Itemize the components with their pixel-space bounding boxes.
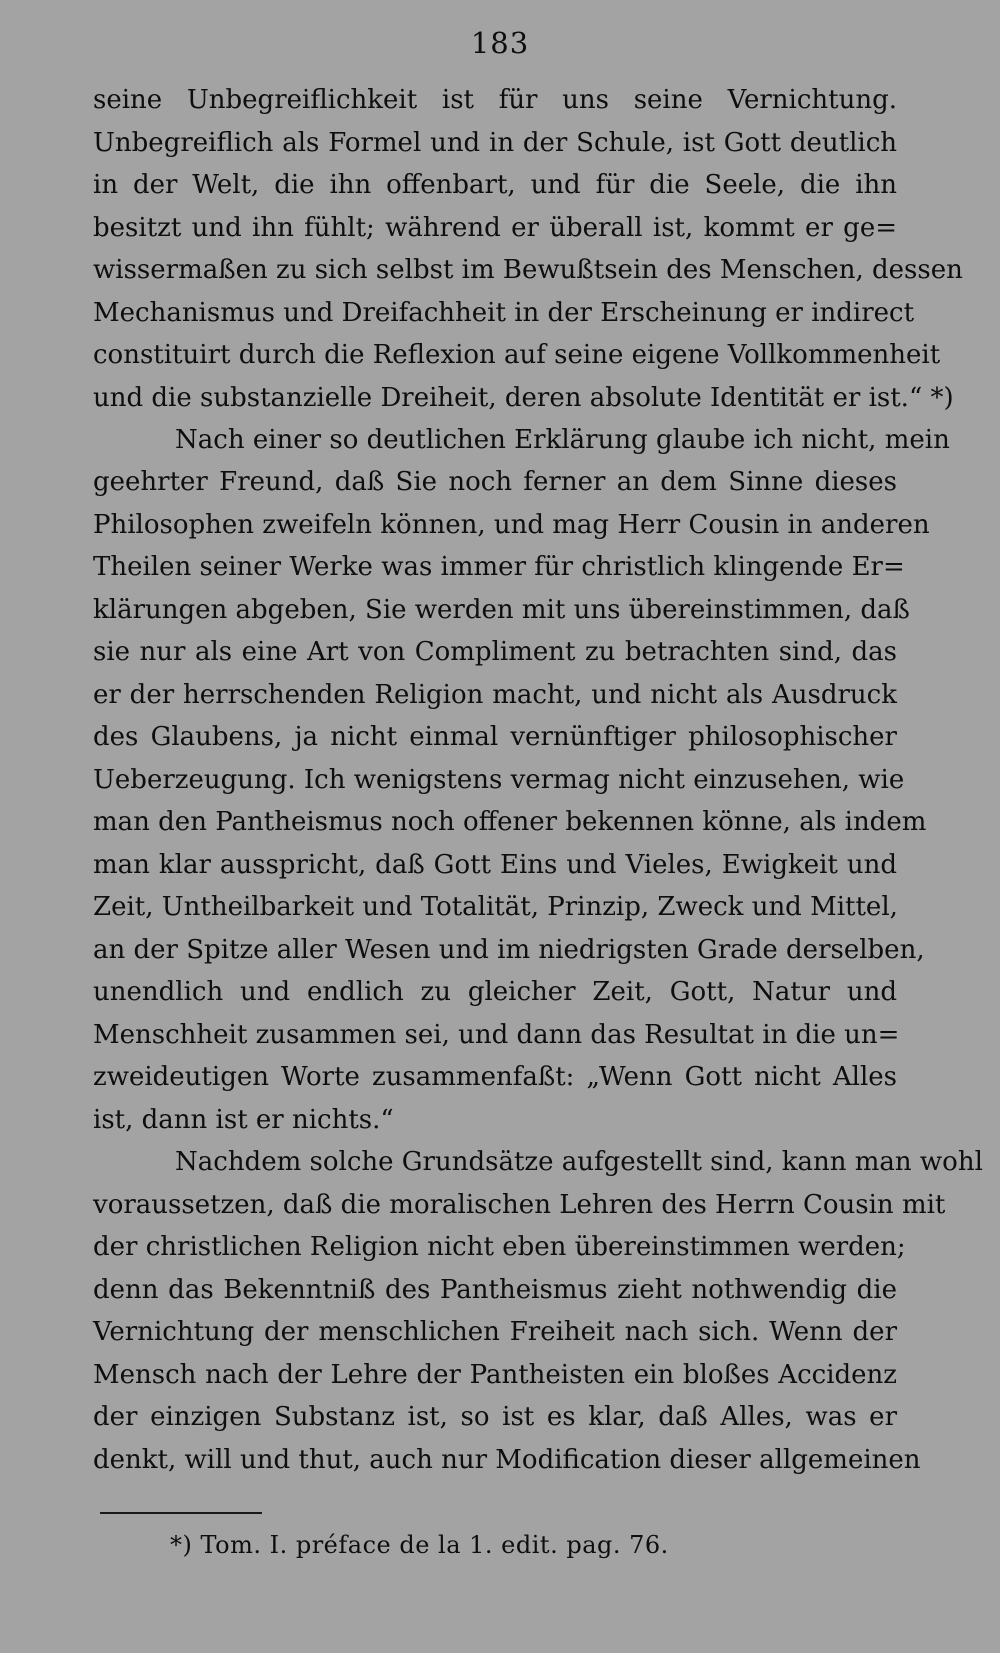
- text-line: Zeit, Untheilbarkeit und Totalität, Prinzip, Zweck und Mittel,: [93, 892, 898, 922]
- text-line: Vernichtung der menschlichen Freiheit nach sich. Wenn der: [93, 1317, 897, 1347]
- text-line: Mensch nach der Lehre der Pantheisten ein bloßes Accidenz: [93, 1360, 897, 1390]
- text-line: Philosophen zweifeln können, und mag Herr Cousin in anderen: [93, 510, 930, 540]
- text-line: constituirt durch die Reflexion auf seine eigene Vollkommenheit: [93, 340, 941, 370]
- paragraph-start-line: Nachdem solche Grundsätze aufgestellt sind, kann man wohl: [175, 1147, 983, 1177]
- footnote-divider: [100, 1512, 262, 1514]
- text-line: Mechanismus und Dreifachheit in der Erscheinung er indirect: [93, 298, 915, 328]
- paragraph-start-line: Nach einer so deutlichen Erklärung glaube ich nicht, mein: [175, 425, 950, 455]
- text-line: Unbegreiflich als Formel und in der Schule, ist Gott deutlich: [93, 128, 897, 158]
- text-line: Theilen seiner Werke was immer für christlich klingende Er=: [93, 552, 905, 582]
- text-line: ist, dann ist er nichts.“: [93, 1105, 394, 1135]
- text-line: klärungen abgeben, Sie werden mit uns übereinstimmen, daß: [93, 595, 910, 625]
- footnote: *) Tom. I. préface de la 1. edit. pag. 76.: [170, 1531, 669, 1559]
- text-line: sie nur als eine Art von Compliment zu betrachten sind, das: [93, 637, 897, 667]
- text-line: Menschheit zusammen sei, und dann das Resultat in die un=: [93, 1020, 900, 1050]
- text-line: Ueberzeugung. Ich wenigstens vermag nicht einzusehen, wie: [93, 765, 905, 795]
- text-line: unendlich und endlich zu gleicher Zeit, Gott, Natur und: [93, 977, 897, 1007]
- page-number: 183: [470, 26, 530, 60]
- text-line: des Glaubens, ja nicht einmal vernünftiger philosophischer: [93, 722, 897, 752]
- text-line: seine Unbegreiflichkeit ist für uns seine Vernichtung.: [93, 85, 897, 115]
- text-line: der christlichen Religion nicht eben übereinstimmen werden;: [93, 1232, 906, 1262]
- text-line: wissermaßen zu sich selbst im Bewußtsein des Menschen, dessen: [93, 255, 963, 285]
- text-line: und die substanzielle Dreiheit, deren absolute Identität er ist.“ *): [93, 383, 954, 413]
- text-line: voraussetzen, daß die moralischen Lehren des Herrn Cousin mit: [93, 1190, 946, 1220]
- text-line: zweideutigen Worte zusammenfaßt: „Wenn Gott nicht Alles: [93, 1062, 897, 1092]
- text-line: besitzt und ihn fühlt; während er überall ist, kommt er ge=: [93, 213, 897, 243]
- text-line: in der Welt, die ihn offenbart, und für die Seele, die ihn: [93, 170, 897, 200]
- text-line: man den Pantheismus noch offener bekennen könne, als indem: [93, 807, 927, 837]
- text-line: geehrter Freund, daß Sie noch ferner an dem Sinne dieses: [93, 467, 897, 497]
- text-line: denkt, will und thut, auch nur Modification dieser allgemeinen: [93, 1445, 921, 1475]
- text-line: an der Spitze aller Wesen und im niedrigsten Grade derselben,: [93, 935, 925, 965]
- text-line: denn das Bekenntniß des Pantheismus zieht nothwendig die: [93, 1275, 897, 1305]
- text-line: man klar ausspricht, daß Gott Eins und Vieles, Ewigkeit und: [93, 850, 897, 880]
- text-line: der einzigen Substanz ist, so ist es klar, daß Alles, was er: [93, 1402, 897, 1432]
- text-line: er der herrschenden Religion macht, und nicht als Ausdruck: [93, 680, 897, 710]
